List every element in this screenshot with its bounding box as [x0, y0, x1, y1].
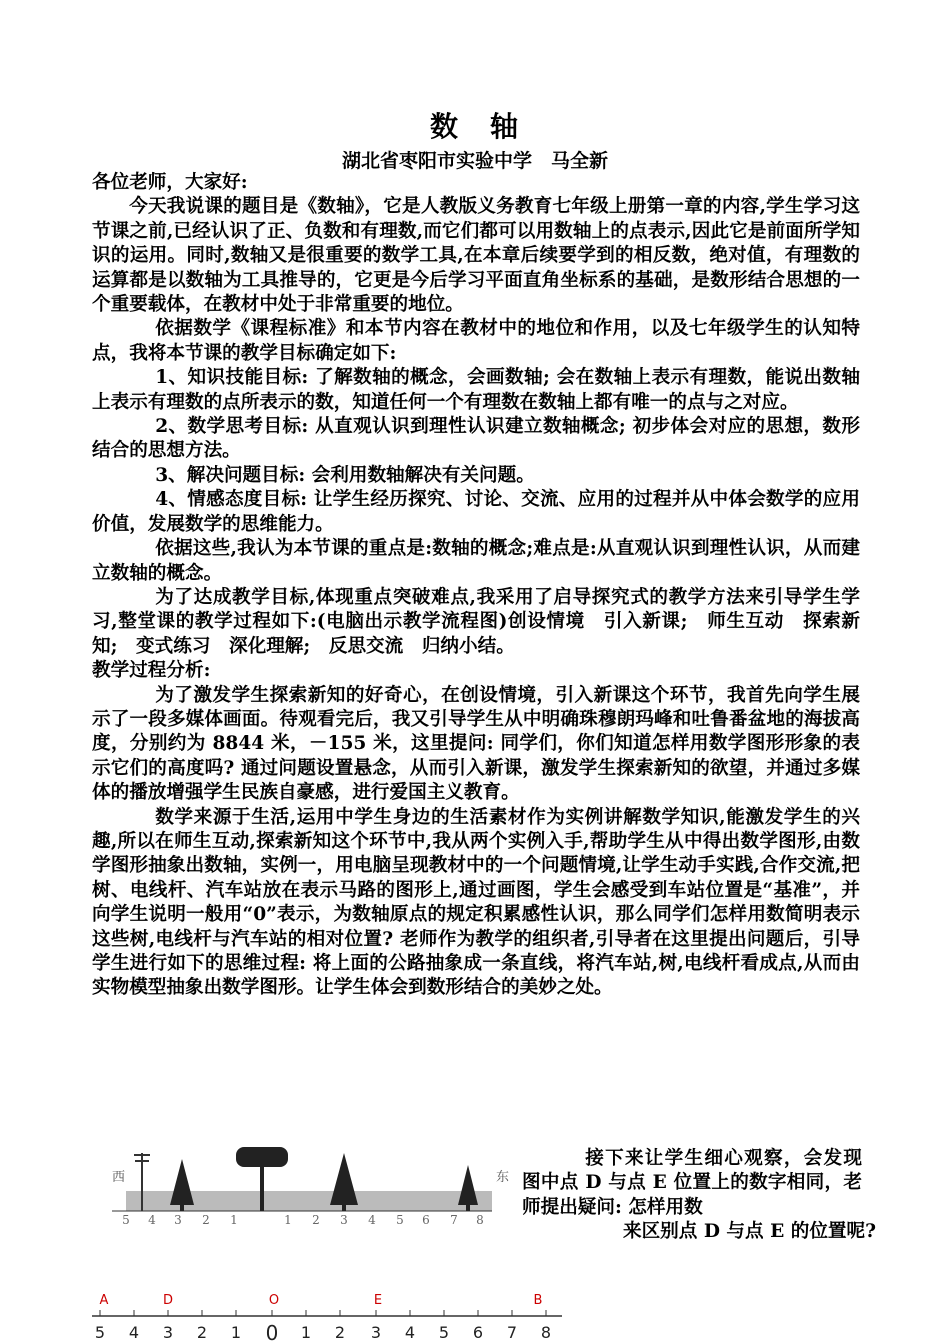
author-line: 湖北省枣阳市实验中学 马全新 [341, 150, 608, 172]
point-label-d: D [162, 1293, 174, 1308]
paragraph-keypoints: 依据这些,我认为本节课的重点是:数轴的概念;难点是:从直观认识到理性认识，从而建立数轴的概念。 [92, 538, 860, 584]
page-title: 数 轴 [429, 110, 520, 143]
point-label-e: E [373, 1293, 383, 1308]
paragraph-observe: 接下来让学生细心观察，会发现图中点 D 与点 E 位置上的数字相同，老师提出疑问: 怎样用数 [522, 1148, 862, 1218]
tick-label: 7 [506, 1323, 518, 1342]
paragraph-example: 数学来源于生活,运用中学生身边的生活素材作为实例讲解数学知识,能激发学生的兴趣,所以在师生互动,探索新知这个环节中,我从两个实例入手,帮助学生从中得出数学图形,由数学图形抽象出数轴，实例一，用电脑呈现教材中的一个问题情境,让学生动手实践,合作交流,把树、电线杆、汽车站放在表示马路的图形上,通过画图，学生会感受到车站位置是“基准”，并向学生说明一般用“0”表示，为数轴原点的规定积累感性认识，那么同学们怎样用数简明表示这些树,电线杆与汽车站的相对位置? 老师作为教学的组织者,引导者在这里提出问题后，引导学生进行如下的思维过程: 将上面的公路抽象成一条直线，将汽车站,树,电线杆看成点,从而由实物模型抽象出数学图形。让学生体会到数形结合的美妙之处。 [92, 806, 860, 999]
tick-label: 6 [472, 1323, 484, 1342]
tick-label: 5 [438, 1323, 450, 1342]
road-figure [112, 1145, 514, 1227]
point-label-b: B [533, 1293, 543, 1308]
goal-knowledge: 1、知识技能目标: 了解数轴的概念，会画数轴; 会在数轴上表示有理数，能说出数轴上表示有理数的点所表示的数，知道任何一个有理数在数轴上都有唯一的点与之对应。 [92, 367, 860, 413]
number-line-figure [88, 1288, 568, 1344]
tick-label: 3 [370, 1323, 382, 1342]
tick-label: 8 [476, 1213, 484, 1227]
tick-label: 2 [202, 1213, 210, 1227]
tick-label: 4 [128, 1323, 140, 1342]
tick-label: 5 [396, 1213, 404, 1227]
tree-icon [458, 1165, 478, 1211]
tick-label: 1 [230, 1213, 238, 1227]
tick-label: 2 [334, 1323, 346, 1342]
goal-problem: 3、解决问题目标: 会利用数轴解决有关问题。 [155, 464, 535, 486]
tick-label: 2 [196, 1323, 208, 1342]
tick-label: 4 [148, 1213, 156, 1227]
tick-label: 5 [94, 1323, 106, 1342]
tick-label: 1 [300, 1323, 312, 1342]
tick-label: 3 [340, 1213, 348, 1227]
side-paragraph [522, 1147, 876, 1245]
tick-label-origin: 0 [265, 1321, 279, 1344]
tick-label: 4 [404, 1323, 416, 1342]
goal-thinking: 2、数学思考目标: 从直观认识到理性认识建立数轴概念; 初步体会对应的思想，数形结合的思想方法。 [92, 416, 860, 462]
tick-label: 6 [422, 1213, 430, 1227]
greeting: 各位老师，大家好: [92, 172, 248, 193]
tick-label: 8 [540, 1323, 552, 1342]
tick-label: 1 [284, 1213, 292, 1227]
paragraph-intro: 今天我说课的题目是《数轴》，它是人教版义务教育七年级上册第一章的内容,学生学习这节课之前,已经认识了正、负数和有理数,而它们都可以用数轴上的点表示,因此它是前面所学知识的运用。同时,数轴又是很重要的数学工具,在本章后续要学到的相反数，绝对值，有理数的运算都是以数轴为工具推导的，它更是今后学习平面直角坐标系的基础，是数形结合思想的一个重要载体，在教材中处于非常重要的地位。 [92, 196, 860, 316]
point-label-o: O [268, 1293, 280, 1308]
tick-label: 5 [122, 1213, 130, 1227]
tree-icon [170, 1159, 194, 1211]
goal-emotion: 4、情感态度目标: 让学生经历探究、讨论、交流、应用的过程并从中体会数学的应用价值，发展数学的思维能力。 [92, 489, 860, 535]
tick-label: 2 [312, 1213, 320, 1227]
tick-label: 4 [368, 1213, 376, 1227]
tick-label: 7 [450, 1213, 458, 1227]
west-label: 西 [112, 1170, 126, 1185]
paragraph-question: 来区别点 D 与点 E 的位置呢? [622, 1221, 876, 1243]
tick-label: 3 [162, 1323, 174, 1342]
paragraph-method: 为了达成教学目标,体现重点突破难点,我采用了启导探究式的教学方法来引导学生学习,整堂课的教学过程如下:(电脑出示教学流程图)创设情境 引入新课; 师生互动 探索新知; 变式练习 深化理解; 反思交流 归纳小结。 [92, 586, 860, 657]
document-body [92, 171, 860, 1001]
point-label-a: A [99, 1293, 109, 1308]
section-heading: 教学过程分析: [92, 660, 211, 682]
paragraph-intro-activity: 为了激发学生探索新知的好奇心，在创设情境，引入新课这个环节，我首先向学生展示了一段多媒体画面。待观看完后，我又引导学生从中明确珠穆朗玛峰和吐鲁番盆地的海拔高度，分别约为 8844 米，－155 米，这里提问: 同学们，你们知道怎样用数学图形形象的表示它们的高度吗? 通过问题设置悬念，从而引入新课，激发学生探索新知的欲望，并通过多媒体的播放增强学生民族自豪感，进行爱国主义教育。 [92, 684, 860, 804]
tick-label: 3 [174, 1213, 182, 1227]
paragraph-standard: 依据数学《课程标准》和本节内容在教材中的地位和作用，以及七年级学生的认知特点，我将本节课的教学目标确定如下: [92, 318, 860, 364]
east-label: 东 [496, 1170, 510, 1185]
tree-icon [330, 1153, 358, 1211]
tick-label: 1 [230, 1323, 242, 1342]
